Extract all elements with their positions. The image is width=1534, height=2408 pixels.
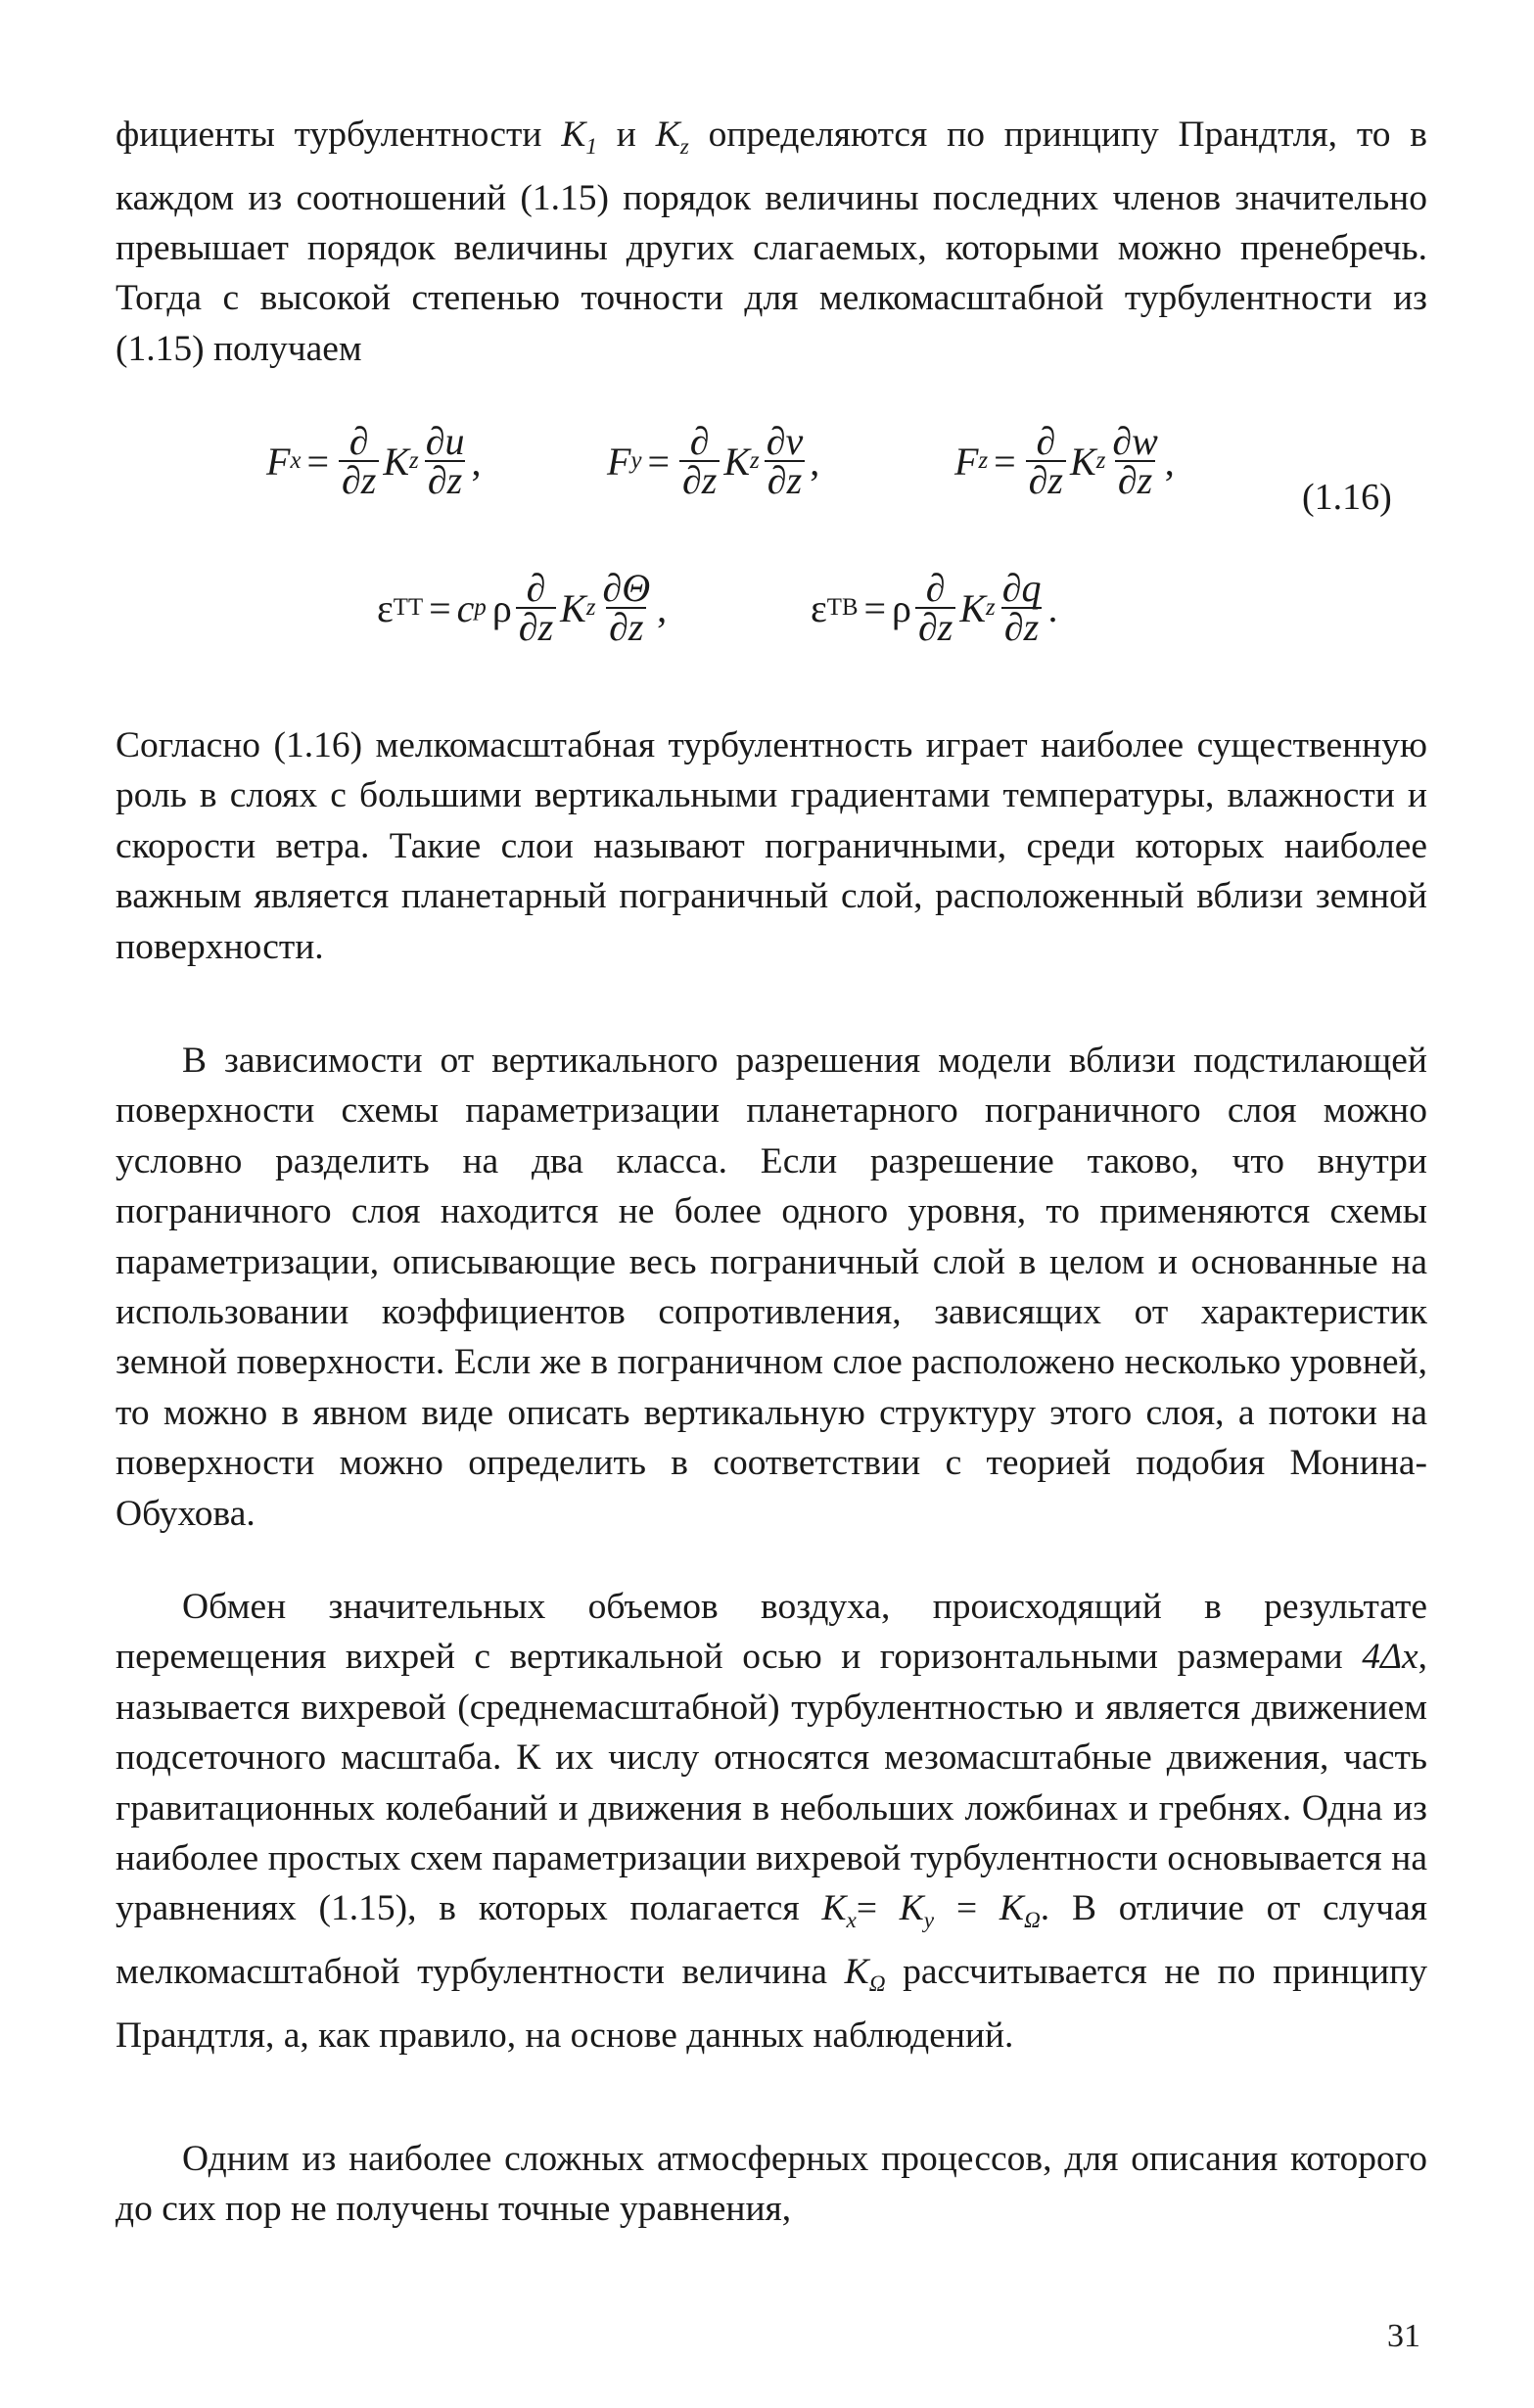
equation-1-16-row-1 (0, 419, 1534, 521)
paragraph-5 (116, 2134, 1427, 2235)
paragraph-1-text: фициенты турбулентности $K_1$ и $K_z$ определяются по принципу Прандтля, то в каждом из соотношений (1.15) порядок величины последних членов значительно превышает порядок величины других слагаемых, которыми можно пренебречь. Тогда с высокой степенью точности для мелкомасштабной турбулентности из (1.15) получаем (116, 115, 1428, 369)
equation-number: (1.16) (1302, 477, 1392, 518)
equation-fx: F x = $\frac{\partial}{\partial z}$ K z $\frac{\partial u}{\partial z}$ , (266, 419, 482, 502)
page-number: 31 (1387, 2318, 1420, 2354)
equation-1-16-row-2 (0, 566, 1534, 668)
paragraph-5-text: Одним из наиболее сложных атмосферных процессов, для описания которого до сих пор не получены точные уравнения, (116, 2139, 1427, 2230)
delta-x: 4Δx (1362, 1637, 1418, 1678)
paragraph-1 (116, 110, 1427, 374)
equation-eps-tb: ε TB = ρ $\frac{\partial}{\partial z}$ K z $\frac{\partial q}{\partial z}$ . (811, 566, 1058, 649)
paragraph-1-plain (0, 0, 1, 1)
equation-fy: F y = $\frac{\partial}{\partial z}$ K z $\frac{\partial v}{\partial z}$ , (607, 419, 820, 502)
paragraph-3-text: В зависимости от вертикального разрешения модели вблизи подстилающей поверхности схемы параметризации планетарного пограничного слоя можно условно разделить на два класса. Если разрешение таково, что внутри пограничного слоя находится не более одного уровня, то применяются схемы параметризации, описывающие весь пограничный слой в целом и основанные на использовании коэффициентов сопротивления, зависящих от характеристик земной поверхности. Если же в пограничном слое расположено несколько уровней, то можно в явном виде описать вертикальную структуру этого слоя, а потоки на поверхности можно определить в соответствии с теорией подобия Монина-Обухова. (116, 1041, 1427, 1534)
komega-symbol: $K_\Omega$ (999, 1888, 1041, 1934)
equation-fz: F z = $\frac{\partial}{\partial z}$ K z $\frac{\partial w}{\partial z}$ , (954, 419, 1175, 502)
paragraph-4 (116, 1582, 1427, 2061)
paragraph-3 (116, 1036, 1427, 1539)
kx-symbol: $K_x$ (821, 1888, 857, 1934)
k1-symbol: $K_1$ (561, 115, 597, 161)
paragraph-2 (116, 720, 1427, 972)
equation-eps-tt: ε TT = c p ρ $\frac{\partial}{\partial z}$ K z $\frac{\partial\Theta}{\partial z}$ , (377, 566, 668, 649)
kz-symbol: $K_z$ (655, 115, 689, 161)
komega-symbol-2: $K_\Omega$ (844, 1951, 886, 1998)
paragraph-4-text: Обмен значительных объемов воздуха, происходящий в результате перемещения вихрей с вертикальной осью и горизонтальными размерами 4Δx, называется вихревой (среднемасштабной) турбулентностью и является движением подсеточного масштаба. К их числу относятся мезомасштабные движения, часть гравитационных колебаний и движения в небольших ложбинах и гребнях. Одна из наиболее простых схем параметризации вихревой турбулентности основывается на уравнениях (1.15), в которых полагается $K_x= K_y = K_\Omega$. В отличие от случая мелкомасштабной турбулентности величина $K_\Omega$ рассчитывается не по принципу Прандтля, а, как правило, на основе данных наблюдений. (116, 1587, 1427, 2056)
ky-symbol: $K_y$ (899, 1888, 935, 1934)
paragraph-2-text: Согласно (1.16) мелкомасштабная турбулентность играет наиболее существенную роль в слоях с большими вертикальными градиентами температуры, влажности и скорости ветра. Такие слои называют пограничными, среди которых наиболее важным является планетарный пограничный слой, расположенный вблизи земной поверхности. (116, 725, 1427, 967)
